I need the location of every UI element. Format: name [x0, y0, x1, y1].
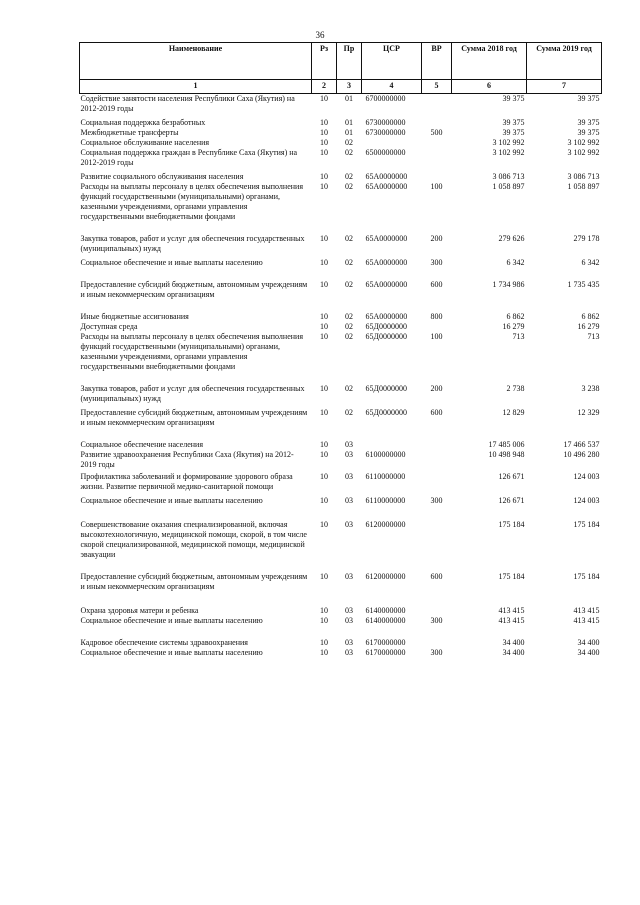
column-number: 5 — [422, 80, 452, 94]
row-name: Профилактика заболеваний и формирование здорового образа жизни. Развитие первичной медико-санитарной помощи — [80, 472, 293, 491]
row-pr: 03 — [345, 520, 353, 529]
row-vr: 200 — [430, 384, 443, 393]
row-vr: 600 — [430, 572, 443, 581]
row-vr — [422, 592, 452, 616]
row-pr: 02 — [345, 182, 353, 191]
row-sum-2019: 3 086 713 — [567, 172, 600, 181]
row-csr — [362, 138, 422, 148]
row-pr: 02 — [345, 234, 353, 243]
row-sum-2019: 279 178 — [573, 234, 600, 243]
row-vr: 300 — [430, 616, 443, 625]
row-vr: 300 — [430, 258, 443, 267]
header-sum-2018: Сумма 2018 год — [452, 43, 527, 80]
row-name: Социальное обеспечение и иные выплаты населению — [80, 616, 263, 625]
row-rz: 10 — [320, 94, 328, 103]
row-name: Предоставление субсидий бюджетным, автономным учреждениям и иным некоммерческим организациям — [80, 280, 308, 299]
row-rz: 10 — [320, 280, 328, 289]
row-csr: 6120000000 — [365, 520, 406, 529]
row-rz: 10 — [320, 572, 328, 581]
row-pr: 03 — [345, 638, 353, 647]
row-vr — [422, 470, 452, 492]
row-sum-2019: 6 342 — [581, 258, 600, 267]
row-sum-2018: 10 498 948 — [488, 450, 525, 459]
table-row — [80, 372, 602, 404]
table-row — [80, 506, 602, 560]
column-number: 4 — [362, 80, 422, 94]
row-pr: 03 — [345, 648, 353, 657]
header-vr: ВР — [422, 43, 452, 80]
column-number: 1 — [80, 80, 312, 94]
row-csr — [362, 428, 422, 450]
row-vr — [422, 148, 452, 168]
row-csr: 65А0000000 — [365, 172, 408, 181]
row-vr: 600 — [430, 280, 443, 289]
column-number: 2 — [312, 80, 337, 94]
row-sum-2018: 413 415 — [498, 616, 525, 625]
row-sum-2018: 3 102 992 — [492, 138, 525, 147]
column-number: 7 — [527, 80, 602, 94]
row-sum-2018: 1 734 986 — [492, 280, 525, 289]
row-csr: 6140000000 — [365, 616, 406, 625]
row-sum-2019: 3 238 — [581, 384, 600, 393]
row-name: Социальная поддержка безработных — [80, 118, 206, 127]
row-sum-2018: 2 738 — [506, 384, 525, 393]
row-sum-2019: 713 — [587, 332, 600, 341]
header-rz: Рз — [312, 43, 337, 80]
row-sum-2019: 175 184 — [573, 572, 600, 581]
row-sum-2018: 34 400 — [502, 648, 525, 657]
row-sum-2019: 124 003 — [573, 472, 600, 481]
row-name: Социальная поддержка граждан в Республике Саха (Якутия) на 2012-2019 годы — [80, 148, 298, 167]
row-vr: 100 — [430, 332, 443, 341]
row-rz: 10 — [320, 312, 328, 321]
row-pr: 03 — [345, 472, 353, 481]
row-sum-2018: 39 375 — [502, 118, 525, 127]
row-name: Закупка товаров, работ и услуг для обеспечения государственных (муниципальных) нужд — [80, 384, 305, 403]
row-pr: 01 — [345, 128, 353, 137]
row-csr: 6120000000 — [365, 572, 406, 581]
row-sum-2018: 413 415 — [498, 606, 525, 615]
row-sum-2018: 17 485 006 — [488, 440, 525, 449]
budget-table-sheet — [79, 42, 601, 658]
row-pr: 02 — [345, 138, 353, 147]
row-sum-2018: 279 626 — [498, 234, 525, 243]
header-csr: ЦСР — [362, 43, 422, 80]
row-name: Социальное обслуживание населения — [80, 138, 210, 147]
row-rz: 10 — [320, 496, 328, 505]
row-rz: 10 — [320, 648, 328, 657]
row-pr: 02 — [345, 280, 353, 289]
row-pr: 03 — [345, 606, 353, 615]
row-csr: 65Д0000000 — [365, 332, 407, 341]
row-name: Иные бюджетные ассигнования — [80, 312, 189, 321]
row-vr — [422, 168, 452, 182]
row-sum-2019: 34 400 — [577, 648, 600, 657]
row-name: Социальное обеспечение населения — [80, 440, 203, 449]
row-sum-2019: 413 415 — [573, 606, 600, 615]
row-pr: 01 — [345, 94, 353, 103]
row-vr: 100 — [430, 182, 443, 191]
table-row — [80, 148, 602, 168]
table-row — [80, 268, 602, 300]
row-pr: 03 — [345, 572, 353, 581]
row-name: Расходы на выплаты персоналу в целях обеспечения выполнения функций государственными (муниципальными) органами, казенными учреждениями, органами управления государственными внебюджетными фондами — [80, 332, 303, 371]
page-number: 36 — [315, 30, 325, 40]
table-row — [80, 492, 602, 506]
table-row — [80, 428, 602, 450]
row-pr: 01 — [345, 118, 353, 127]
row-vr — [422, 322, 452, 332]
row-csr: 6700000000 — [365, 94, 406, 103]
header-sum-2019: Сумма 2019 год — [527, 43, 602, 80]
table-row — [80, 592, 602, 616]
row-name: Социальное обеспечение и иные выплаты населению — [80, 648, 263, 657]
row-pr: 02 — [345, 172, 353, 181]
row-name: Предоставление субсидий бюджетным, автономным учреждениям и иным некоммерческим организациям — [80, 572, 308, 591]
row-sum-2018: 16 279 — [502, 322, 525, 331]
table-row — [80, 254, 602, 268]
column-number-row — [80, 80, 602, 94]
header-row — [80, 43, 602, 80]
row-csr: 65А0000000 — [365, 234, 408, 243]
row-sum-2019: 175 184 — [573, 520, 600, 529]
row-sum-2018: 1 058 897 — [492, 182, 525, 191]
row-name: Охрана здоровья матери и ребенка — [80, 606, 199, 615]
row-sum-2018: 39 375 — [502, 128, 525, 137]
row-name: Развитие социального обслуживания населения — [80, 172, 244, 181]
row-pr: 02 — [345, 258, 353, 267]
row-pr: 03 — [345, 440, 353, 449]
table-row — [80, 222, 602, 254]
row-vr — [422, 428, 452, 450]
row-csr: 6110000000 — [365, 472, 406, 481]
table-row — [80, 168, 602, 182]
row-name: Межбюджетные трансферты — [80, 128, 179, 137]
row-sum-2019: 17 466 537 — [563, 440, 600, 449]
row-sum-2018: 34 400 — [502, 638, 525, 647]
table-row — [80, 332, 602, 372]
row-sum-2019: 34 400 — [577, 638, 600, 647]
table-row — [80, 182, 602, 222]
row-sum-2019: 6 862 — [581, 312, 600, 321]
table-header — [80, 43, 602, 94]
row-csr: 6100000000 — [365, 450, 406, 459]
row-sum-2018: 3 086 713 — [492, 172, 525, 181]
row-sum-2019: 12 329 — [577, 408, 600, 417]
row-rz: 10 — [320, 384, 328, 393]
table-row — [80, 470, 602, 492]
row-name: Развитие здравоохранения Республики Саха (Якутия) на 2012-2019 годы — [80, 450, 294, 469]
row-pr: 02 — [345, 332, 353, 341]
table-row — [80, 128, 602, 138]
budget-table — [79, 42, 602, 658]
row-rz: 10 — [320, 148, 328, 157]
row-rz: 10 — [320, 472, 328, 481]
table-row — [80, 648, 602, 658]
row-rz: 10 — [320, 450, 328, 459]
row-rz: 10 — [320, 520, 328, 529]
row-pr: 03 — [345, 616, 353, 625]
row-sum-2019: 16 279 — [577, 322, 600, 331]
row-csr: 65А0000000 — [365, 312, 408, 321]
row-vr — [422, 626, 452, 648]
row-name: Содействие занятости населения Республики Саха (Якутия) на 2012-2019 годы — [80, 94, 295, 113]
row-rz: 10 — [320, 638, 328, 647]
column-number: 6 — [452, 80, 527, 94]
row-csr: 6730000000 — [365, 118, 406, 127]
row-rz: 10 — [320, 440, 328, 449]
table-row — [80, 138, 602, 148]
row-rz: 10 — [320, 606, 328, 615]
row-sum-2018: 6 342 — [506, 258, 525, 267]
table-row — [80, 322, 602, 332]
row-pr: 02 — [345, 148, 353, 157]
row-sum-2019: 39 375 — [577, 94, 600, 103]
row-sum-2019: 413 415 — [573, 616, 600, 625]
row-csr: 65Д0000000 — [365, 408, 407, 417]
row-rz: 10 — [320, 616, 328, 625]
row-csr: 65А0000000 — [365, 182, 408, 191]
row-sum-2019: 3 102 992 — [567, 148, 600, 157]
row-vr: 300 — [430, 496, 443, 505]
row-sum-2019: 1 058 897 — [567, 182, 600, 191]
table-row — [80, 94, 602, 115]
column-number: 3 — [337, 80, 362, 94]
row-vr: 300 — [430, 648, 443, 657]
table-row — [80, 616, 602, 626]
row-sum-2018: 3 102 992 — [492, 148, 525, 157]
row-name: Предоставление субсидий бюджетным, автономным учреждениям и иным некоммерческим организациям — [80, 408, 308, 427]
header-name: Наименование — [80, 43, 312, 80]
row-name: Кадровое обеспечение системы здравоохранения — [80, 638, 248, 647]
row-sum-2018: 713 — [512, 332, 525, 341]
table-body — [80, 94, 602, 659]
row-sum-2018: 6 862 — [506, 312, 525, 321]
table-row — [80, 560, 602, 592]
row-sum-2019: 39 375 — [577, 118, 600, 127]
row-sum-2019: 39 375 — [577, 128, 600, 137]
row-name: Расходы на выплаты персоналу в целях обеспечения выполнения функций государственными (муниципальными) органами, казенными учреждениями, органами управления государственными внебюджетными фондами — [80, 182, 303, 221]
row-vr: 500 — [430, 128, 443, 137]
row-rz: 10 — [320, 234, 328, 243]
row-name: Закупка товаров, работ и услуг для обеспечения государственных (муниципальных) нужд — [80, 234, 305, 253]
table-row — [80, 300, 602, 322]
row-vr: 800 — [430, 312, 443, 321]
row-sum-2019: 124 003 — [573, 496, 600, 505]
row-rz: 10 — [320, 182, 328, 191]
row-name: Доступная среда — [80, 322, 138, 331]
row-sum-2018: 126 671 — [498, 472, 525, 481]
row-csr: 6110000000 — [365, 496, 406, 505]
row-csr: 6500000000 — [365, 148, 406, 157]
row-vr — [422, 506, 452, 560]
row-csr: 65Д0000000 — [365, 322, 407, 331]
row-csr: 6140000000 — [365, 606, 406, 615]
table-row — [80, 404, 602, 428]
row-vr: 200 — [430, 234, 443, 243]
row-sum-2018: 175 184 — [498, 520, 525, 529]
table-row — [80, 450, 602, 470]
row-pr: 02 — [345, 312, 353, 321]
row-name: Совершенствование оказания специализированной, включая высокотехнологичную, медицинской помощи, скорой, в том числе скорой специализированной, медицинской помощи, медицинской эвакуации — [80, 520, 307, 559]
row-vr — [422, 138, 452, 148]
row-rz: 10 — [320, 172, 328, 181]
row-vr — [422, 450, 452, 470]
row-name: Социальное обеспечение и иные выплаты населению — [80, 258, 263, 267]
row-sum-2018: 126 671 — [498, 496, 525, 505]
row-csr: 65А0000000 — [365, 258, 408, 267]
row-pr: 02 — [345, 408, 353, 417]
row-sum-2019: 10 496 280 — [563, 450, 600, 459]
row-pr: 02 — [345, 322, 353, 331]
row-vr: 600 — [430, 408, 443, 417]
row-pr: 03 — [345, 496, 353, 505]
row-vr — [422, 114, 452, 128]
row-rz: 10 — [320, 408, 328, 417]
row-csr: 65А0000000 — [365, 280, 408, 289]
row-name: Социальное обеспечение и иные выплаты населению — [80, 496, 263, 505]
header-pr: Пр — [337, 43, 362, 80]
row-csr: 6170000000 — [365, 638, 406, 647]
row-csr: 6730000000 — [365, 128, 406, 137]
row-rz: 10 — [320, 128, 328, 137]
row-sum-2018: 39 375 — [502, 94, 525, 103]
row-rz: 10 — [320, 322, 328, 331]
row-rz: 10 — [320, 118, 328, 127]
row-csr: 6170000000 — [365, 648, 406, 657]
table-row — [80, 114, 602, 128]
row-vr — [422, 94, 452, 115]
table-row — [80, 626, 602, 648]
row-rz: 10 — [320, 138, 328, 147]
row-pr: 03 — [345, 450, 353, 459]
row-sum-2018: 12 829 — [502, 408, 525, 417]
row-sum-2019: 3 102 992 — [567, 138, 600, 147]
row-rz: 10 — [320, 332, 328, 341]
row-rz: 10 — [320, 258, 328, 267]
row-csr: 65Д0000000 — [365, 384, 407, 393]
row-sum-2018: 175 184 — [498, 572, 525, 581]
row-pr: 02 — [345, 384, 353, 393]
row-sum-2019: 1 735 435 — [567, 280, 600, 289]
